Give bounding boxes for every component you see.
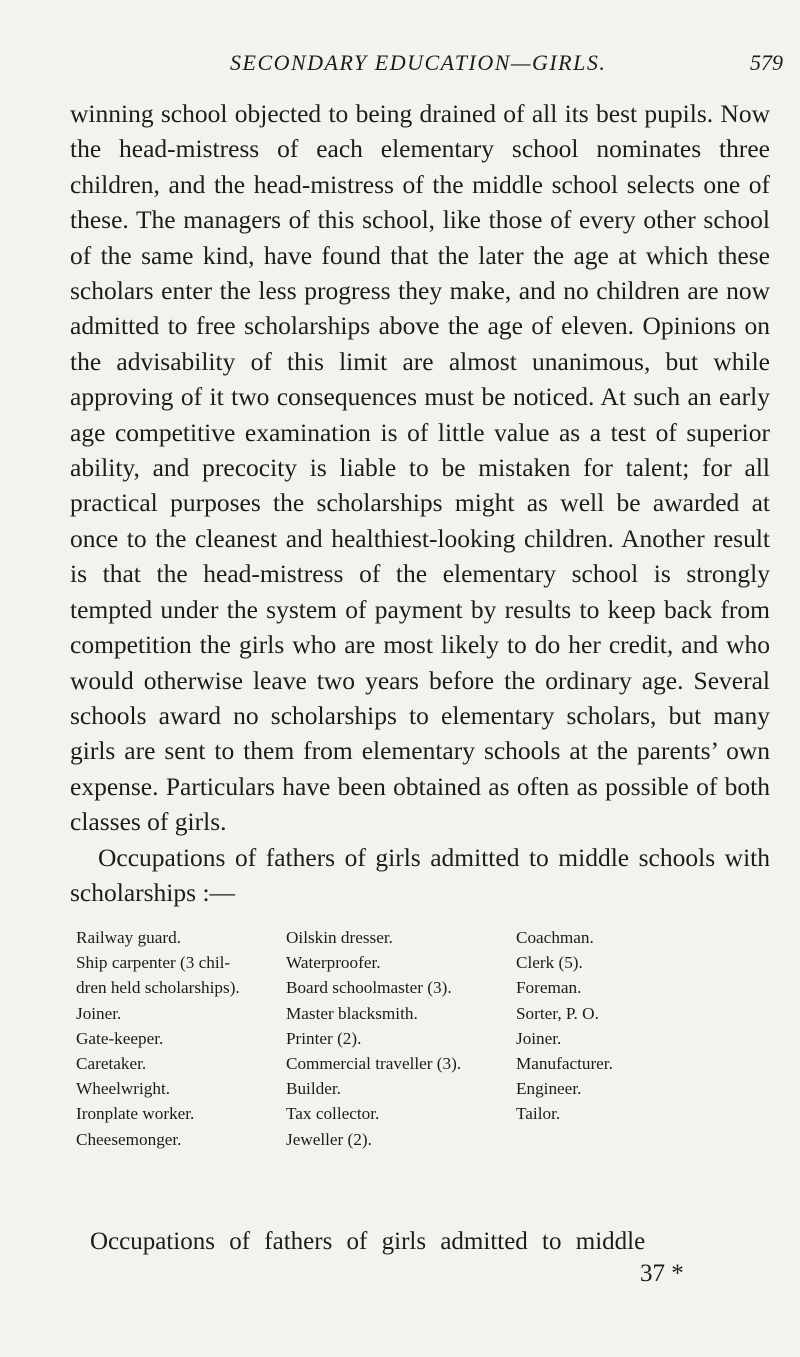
occupation-entry: Oilskin dresser.	[286, 928, 393, 947]
occupation-entry: Coachman.	[516, 928, 594, 947]
occupation-entry: Jeweller (2).	[286, 1129, 372, 1149]
occupation-entry: Waterproofer.	[286, 953, 381, 973]
page-number: 579	[750, 50, 783, 75]
occupation-entry: Railway guard.	[76, 928, 182, 947]
occupation-entry: Commercial traveller (3).	[286, 1054, 462, 1074]
running-head-title: SECONDARY EDUCATION—GIRLS.	[230, 50, 607, 75]
occupation-entry: Tailor.	[516, 1104, 561, 1124]
occupation-entry: Cheesemonger.	[76, 1129, 182, 1149]
occupation-entry: Foreman.	[516, 978, 582, 998]
occupation-entry: Gate-keeper.	[76, 1028, 164, 1048]
occupation-entry: Manufacturer.	[516, 1054, 613, 1074]
occupation-entry: Builder.	[286, 1079, 341, 1099]
occupation-entry: Printer (2).	[286, 1028, 362, 1048]
occupation-entry: Master blacksmith.	[286, 1003, 418, 1023]
occupation-entry: Clerk (5).	[516, 953, 583, 973]
occupations-column-1	[76, 925, 276, 1152]
occupation-entry: Wheelwright.	[76, 1079, 171, 1099]
body-text	[70, 96, 770, 910]
occupations-column-2	[286, 925, 536, 1152]
occupation-entry: Sorter, P. O.	[516, 1003, 599, 1023]
occupations-column-3	[516, 925, 686, 1127]
running-head	[0, 50, 800, 80]
occupation-entry: Ironplate worker.	[76, 1104, 195, 1124]
occupation-entry: Tax collector.	[286, 1104, 380, 1124]
occupation-entry: Joiner.	[516, 1028, 562, 1048]
occupation-entry: Joiner.	[76, 1003, 122, 1023]
paragraph-main: winning school objected to being drained of all its best pupils. Now the head-mistress of each elementary school nominates three children, and the head-mistress of the middle school selects one of these. The managers of this school, like those of every other school of the same kind, have found that the later the age at which these scholars enter the less progress they make, and no children are now admitted to free scholarships above the age of eleven. Opinions on the advisability of this limit are almost unanimous, but while approving of it two consequences must be noticed. At such an early age competitive examination is of little value as a test of superior ability, and precocity is liable to be mistaken for talent; for all practical purposes the scholarships might as well be awarded at once to the cleanest and healthiest-looking children. Another result is that the head-mistress of the elementary school is strongly tempted under the system of payment by results to keep back from competition the girls who are most likely to do her credit, and who would otherwise leave two years before the ordinary age. Several schools award no scholarships to elementary scholars, but many girls are sent to them from elementary schools at the parents’ own expense. Particulars have been obtained as often as possible of both classes of girls.	[70, 99, 770, 837]
continuation-line: Occupations of fathers of girls admitted to middle	[90, 1228, 646, 1255]
signature-mark: 37 *	[640, 1260, 684, 1287]
occupation-entry: Caretaker.	[76, 1054, 147, 1074]
occupation-entry: Board schoolmaster (3).	[286, 978, 452, 998]
occupation-entry: dren held scholarships).	[76, 978, 240, 998]
occupation-entry: Engineer.	[516, 1079, 582, 1099]
occupation-entry: Ship carpenter (3 chil-	[76, 953, 231, 973]
paragraph-occupations-intro: Occupations of fathers of girls admitted to middle schools with scholarships :—	[70, 842, 770, 907]
